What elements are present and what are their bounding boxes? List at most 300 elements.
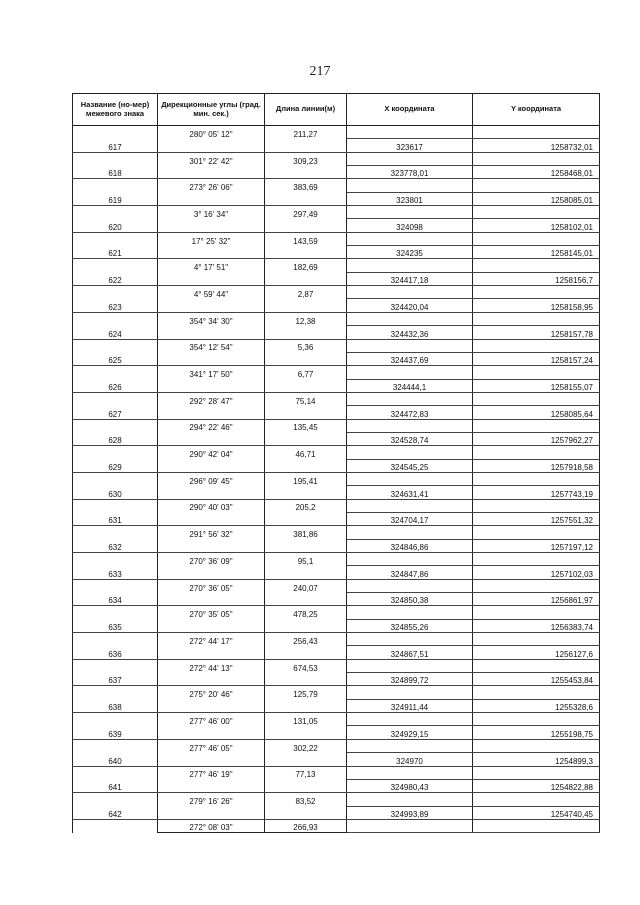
cell-x-coordinate: 323617 xyxy=(347,139,473,152)
empty-cell xyxy=(265,699,347,712)
empty-cell xyxy=(473,232,600,245)
empty-cell xyxy=(158,246,265,259)
table-row-segment xyxy=(73,659,600,672)
cell-point-name: 629 xyxy=(73,459,158,472)
cell-angle: 280° 05' 12" xyxy=(158,126,265,139)
empty-cell xyxy=(347,419,473,432)
cell-y-coordinate: 1256861,97 xyxy=(473,593,600,606)
cell-y-coordinate: 1258155,07 xyxy=(473,379,600,392)
cell-angle: 341° 17' 50" xyxy=(158,366,265,379)
cell-x-coordinate: 324545,25 xyxy=(347,459,473,472)
empty-cell xyxy=(265,299,347,312)
cell-length: 12,38 xyxy=(265,312,347,325)
cell-angle: 275° 20' 46" xyxy=(158,686,265,699)
empty-cell xyxy=(158,646,265,659)
table-row-point xyxy=(73,272,600,285)
table-row-segment xyxy=(73,686,600,699)
cell-x-coordinate: 324850,38 xyxy=(347,593,473,606)
table-row-segment xyxy=(73,259,600,272)
cell-point-name: 627 xyxy=(73,406,158,419)
cell-angle: 354° 34' 30" xyxy=(158,312,265,325)
cell-point-name: 635 xyxy=(73,619,158,632)
header-x-coordinate: X координата xyxy=(347,94,473,126)
empty-cell xyxy=(158,219,265,232)
empty-cell xyxy=(347,259,473,272)
cell-angle: 272° 44' 13" xyxy=(158,659,265,672)
cell-y-coordinate: 1257197,12 xyxy=(473,539,600,552)
cell-angle: 270° 36' 09" xyxy=(158,553,265,566)
empty-cell xyxy=(265,753,347,766)
cell-length: 478,25 xyxy=(265,606,347,619)
table-row-segment xyxy=(73,366,600,379)
cell-x-coordinate: 324528,74 xyxy=(347,432,473,445)
empty-cell xyxy=(73,446,158,459)
cell-length: 46,71 xyxy=(265,446,347,459)
cell-point-name: 640 xyxy=(73,753,158,766)
empty-cell xyxy=(73,713,158,726)
empty-cell xyxy=(158,673,265,686)
empty-cell xyxy=(265,379,347,392)
cell-x-coordinate: 324417,18 xyxy=(347,272,473,285)
cell-angle: 290° 40' 03" xyxy=(158,499,265,512)
empty-cell xyxy=(473,766,600,779)
empty-cell xyxy=(73,659,158,672)
cell-point-name: 633 xyxy=(73,566,158,579)
table-row-point xyxy=(73,673,600,686)
cell-y-coordinate: 1257551,32 xyxy=(473,512,600,525)
cell-length: 302,22 xyxy=(265,739,347,752)
empty-cell xyxy=(473,312,600,325)
cell-length: 674,53 xyxy=(265,659,347,672)
empty-cell xyxy=(473,472,600,485)
empty-cell xyxy=(347,579,473,592)
table-row-point xyxy=(73,406,600,419)
cell-y-coordinate: 1258085,01 xyxy=(473,192,600,205)
cell-point-name: 617 xyxy=(73,139,158,152)
empty-cell xyxy=(347,392,473,405)
cell-point-name: 623 xyxy=(73,299,158,312)
empty-cell xyxy=(73,419,158,432)
empty-cell xyxy=(73,232,158,245)
empty-cell xyxy=(265,566,347,579)
header-directional-angle: Дирекционные углы (град. мин. сек.) xyxy=(158,94,265,126)
empty-cell xyxy=(265,619,347,632)
cell-y-coordinate: 1254899,3 xyxy=(473,753,600,766)
empty-cell xyxy=(347,526,473,539)
cell-point-name: 638 xyxy=(73,699,158,712)
table-row-segment xyxy=(73,766,600,779)
empty-cell xyxy=(158,379,265,392)
empty-cell xyxy=(73,392,158,405)
cell-length: 143,59 xyxy=(265,232,347,245)
table-body xyxy=(73,126,600,833)
empty-cell xyxy=(347,206,473,219)
cell-x-coordinate: 324437,69 xyxy=(347,352,473,365)
cell-angle: 272° 08' 03" xyxy=(158,819,265,832)
empty-cell xyxy=(347,232,473,245)
table-row-segment xyxy=(73,499,600,512)
cell-point-name: 625 xyxy=(73,352,158,365)
cell-point-name: 637 xyxy=(73,673,158,686)
empty-cell xyxy=(347,713,473,726)
empty-cell xyxy=(73,553,158,566)
cell-angle: 277° 46' 05" xyxy=(158,739,265,752)
boundary-coordinates-table xyxy=(72,93,600,833)
cell-length: 131,05 xyxy=(265,713,347,726)
table-row-point xyxy=(73,753,600,766)
empty-cell xyxy=(158,486,265,499)
empty-cell xyxy=(265,593,347,606)
table-row-segment xyxy=(73,579,600,592)
empty-cell xyxy=(265,806,347,819)
empty-cell xyxy=(265,272,347,285)
empty-cell xyxy=(265,406,347,419)
empty-cell xyxy=(73,766,158,779)
empty-cell xyxy=(473,419,600,432)
empty-cell xyxy=(473,179,600,192)
empty-cell xyxy=(73,339,158,352)
empty-cell xyxy=(158,566,265,579)
cell-point-name: 641 xyxy=(73,779,158,792)
cell-angle: 3° 16' 34" xyxy=(158,206,265,219)
empty-cell xyxy=(73,499,158,512)
table-row-point xyxy=(73,379,600,392)
empty-cell xyxy=(265,486,347,499)
table-row-point xyxy=(73,619,600,632)
table-row-point xyxy=(73,646,600,659)
table-row-point xyxy=(73,459,600,472)
cell-x-coordinate: 324899,72 xyxy=(347,673,473,686)
empty-cell xyxy=(265,646,347,659)
empty-cell xyxy=(347,126,473,139)
empty-cell xyxy=(158,406,265,419)
cell-point-name: 621 xyxy=(73,246,158,259)
table-row-segment xyxy=(73,739,600,752)
header-point-name: Название (но-мер) межевого знака xyxy=(73,94,158,126)
table-row-point xyxy=(73,219,600,232)
empty-cell xyxy=(347,499,473,512)
cell-length: 211,27 xyxy=(265,126,347,139)
cell-x-coordinate: 323801 xyxy=(347,192,473,205)
cell-length: 75,14 xyxy=(265,392,347,405)
cell-y-coordinate: 1258085,64 xyxy=(473,406,600,419)
cell-angle: 301° 22' 42" xyxy=(158,152,265,165)
empty-cell xyxy=(265,326,347,339)
empty-cell xyxy=(265,539,347,552)
cell-x-coordinate: 324970 xyxy=(347,753,473,766)
empty-cell xyxy=(473,579,600,592)
empty-cell xyxy=(347,553,473,566)
empty-cell xyxy=(473,339,600,352)
empty-cell xyxy=(73,819,158,832)
cell-length: 297,49 xyxy=(265,206,347,219)
cell-length: 77,13 xyxy=(265,766,347,779)
cell-x-coordinate: 324855,26 xyxy=(347,619,473,632)
cell-y-coordinate: 1258102,01 xyxy=(473,219,600,232)
table-row-point xyxy=(73,539,600,552)
cell-length: 2,87 xyxy=(265,286,347,299)
cell-length: 182,69 xyxy=(265,259,347,272)
cell-y-coordinate: 1258157,78 xyxy=(473,326,600,339)
cell-length: 205,2 xyxy=(265,499,347,512)
cell-length: 5,36 xyxy=(265,339,347,352)
cell-length: 381,86 xyxy=(265,526,347,539)
empty-cell xyxy=(158,593,265,606)
empty-cell xyxy=(473,713,600,726)
empty-cell xyxy=(347,606,473,619)
empty-cell xyxy=(347,446,473,459)
empty-cell xyxy=(158,512,265,525)
empty-cell xyxy=(158,779,265,792)
cell-x-coordinate: 324867,51 xyxy=(347,646,473,659)
cell-x-coordinate: 324911,44 xyxy=(347,699,473,712)
table-row-first-segment xyxy=(73,126,600,139)
cell-length: 135,45 xyxy=(265,419,347,432)
empty-cell xyxy=(473,366,600,379)
cell-angle: 291° 56' 32" xyxy=(158,526,265,539)
header-line-length: Длина линии(м) xyxy=(265,94,347,126)
empty-cell xyxy=(473,819,600,832)
cell-point-name: 631 xyxy=(73,512,158,525)
cell-point-name: 639 xyxy=(73,726,158,739)
table-row-point xyxy=(73,593,600,606)
cell-angle: 279° 16' 26" xyxy=(158,793,265,806)
cell-angle: 354° 12' 54" xyxy=(158,339,265,352)
empty-cell xyxy=(73,526,158,539)
table-row-point xyxy=(73,326,600,339)
empty-cell xyxy=(473,152,600,165)
empty-cell xyxy=(73,312,158,325)
table-row-segment xyxy=(73,526,600,539)
cell-x-coordinate: 324631,41 xyxy=(347,486,473,499)
cell-x-coordinate: 324929,15 xyxy=(347,726,473,739)
empty-cell xyxy=(347,793,473,806)
cell-y-coordinate: 1257102,03 xyxy=(473,566,600,579)
cell-x-coordinate: 324847,86 xyxy=(347,566,473,579)
empty-cell xyxy=(265,219,347,232)
cell-point-name: 632 xyxy=(73,539,158,552)
cell-length: 83,52 xyxy=(265,793,347,806)
cell-y-coordinate: 1257962,27 xyxy=(473,432,600,445)
table-row-point xyxy=(73,432,600,445)
cell-angle: 296° 09' 45" xyxy=(158,472,265,485)
table-row-segment xyxy=(73,179,600,192)
cell-point-name: 618 xyxy=(73,166,158,179)
empty-cell xyxy=(158,619,265,632)
table-row-segment xyxy=(73,206,600,219)
empty-cell xyxy=(73,686,158,699)
empty-cell xyxy=(473,526,600,539)
cell-length: 309,23 xyxy=(265,152,347,165)
cell-point-name: 626 xyxy=(73,379,158,392)
cell-x-coordinate: 324098 xyxy=(347,219,473,232)
table-row-segment xyxy=(73,553,600,566)
cell-point-name: 642 xyxy=(73,806,158,819)
cell-x-coordinate: 324420,04 xyxy=(347,299,473,312)
header-y-coordinate: Y координата xyxy=(473,94,600,126)
cell-y-coordinate: 1255328,6 xyxy=(473,699,600,712)
empty-cell xyxy=(158,726,265,739)
cell-x-coordinate: 323778,01 xyxy=(347,166,473,179)
table-row-point xyxy=(73,139,600,152)
cell-y-coordinate: 1255198,75 xyxy=(473,726,600,739)
table-row-segment xyxy=(73,472,600,485)
cell-y-coordinate: 1258145,01 xyxy=(473,246,600,259)
empty-cell xyxy=(158,806,265,819)
cell-length: 256,43 xyxy=(265,633,347,646)
cell-length: 383,69 xyxy=(265,179,347,192)
cell-length: 6,77 xyxy=(265,366,347,379)
empty-cell xyxy=(73,739,158,752)
cell-angle: 17° 25' 32" xyxy=(158,232,265,245)
cell-x-coordinate: 324980,43 xyxy=(347,779,473,792)
empty-cell xyxy=(473,446,600,459)
empty-cell xyxy=(473,739,600,752)
cell-point-name: 619 xyxy=(73,192,158,205)
table-row-point xyxy=(73,566,600,579)
cell-point-name: 624 xyxy=(73,326,158,339)
table-row-segment xyxy=(73,713,600,726)
empty-cell xyxy=(265,352,347,365)
table-row-segment xyxy=(73,819,600,832)
empty-cell xyxy=(73,259,158,272)
empty-cell xyxy=(73,579,158,592)
empty-cell xyxy=(347,686,473,699)
table-row-point xyxy=(73,352,600,365)
empty-cell xyxy=(158,699,265,712)
empty-cell xyxy=(347,152,473,165)
cell-x-coordinate: 324472,83 xyxy=(347,406,473,419)
table-row-segment xyxy=(73,793,600,806)
cell-angle: 270° 35' 05" xyxy=(158,606,265,619)
cell-angle: 273° 26' 06" xyxy=(158,179,265,192)
cell-y-coordinate: 1256127,6 xyxy=(473,646,600,659)
empty-cell xyxy=(73,152,158,165)
table-row-point xyxy=(73,512,600,525)
empty-cell xyxy=(158,326,265,339)
empty-cell xyxy=(473,633,600,646)
empty-cell xyxy=(347,472,473,485)
empty-cell xyxy=(73,206,158,219)
empty-cell xyxy=(158,539,265,552)
cell-x-coordinate: 324432,36 xyxy=(347,326,473,339)
cell-y-coordinate: 1258468,01 xyxy=(473,166,600,179)
empty-cell xyxy=(73,793,158,806)
cell-x-coordinate: 324444,1 xyxy=(347,379,473,392)
empty-cell xyxy=(347,339,473,352)
table-row-segment xyxy=(73,232,600,245)
table-row-point xyxy=(73,486,600,499)
cell-y-coordinate: 1258157,24 xyxy=(473,352,600,365)
empty-cell xyxy=(73,179,158,192)
empty-cell xyxy=(347,179,473,192)
empty-cell xyxy=(158,432,265,445)
table-row-point xyxy=(73,192,600,205)
empty-cell xyxy=(347,633,473,646)
cell-x-coordinate: 324235 xyxy=(347,246,473,259)
cell-x-coordinate: 324846,86 xyxy=(347,539,473,552)
cell-point-name: 620 xyxy=(73,219,158,232)
cell-length: 195,41 xyxy=(265,472,347,485)
empty-cell xyxy=(347,819,473,832)
table-row-segment xyxy=(73,419,600,432)
page-number: 217 xyxy=(309,64,331,79)
empty-cell xyxy=(265,779,347,792)
cell-angle: 292° 28' 47" xyxy=(158,392,265,405)
empty-cell xyxy=(73,126,158,139)
table-row-segment xyxy=(73,286,600,299)
cell-angle: 4° 59' 44" xyxy=(158,286,265,299)
empty-cell xyxy=(473,793,600,806)
cell-y-coordinate: 1258732,01 xyxy=(473,139,600,152)
table-row-point xyxy=(73,699,600,712)
empty-cell xyxy=(347,659,473,672)
empty-cell xyxy=(73,366,158,379)
cell-y-coordinate: 1256383,74 xyxy=(473,619,600,632)
cell-angle: 294° 22' 46" xyxy=(158,419,265,432)
empty-cell xyxy=(473,259,600,272)
empty-cell xyxy=(473,126,600,139)
empty-cell xyxy=(158,753,265,766)
empty-cell xyxy=(265,192,347,205)
table-row-point xyxy=(73,806,600,819)
cell-point-name: 622 xyxy=(73,272,158,285)
empty-cell xyxy=(473,606,600,619)
empty-cell xyxy=(73,606,158,619)
cell-y-coordinate: 1258158,95 xyxy=(473,299,600,312)
empty-cell xyxy=(265,246,347,259)
empty-cell xyxy=(265,459,347,472)
table-row-point xyxy=(73,299,600,312)
empty-cell xyxy=(73,633,158,646)
cell-y-coordinate: 1254740,45 xyxy=(473,806,600,819)
cell-x-coordinate: 324704,17 xyxy=(347,512,473,525)
table-row-point xyxy=(73,779,600,792)
empty-cell xyxy=(347,312,473,325)
table-row-segment xyxy=(73,339,600,352)
empty-cell xyxy=(73,472,158,485)
cell-angle: 272° 44' 17" xyxy=(158,633,265,646)
cell-angle: 270° 36' 05" xyxy=(158,579,265,592)
empty-cell xyxy=(473,499,600,512)
table-row-point xyxy=(73,246,600,259)
empty-cell xyxy=(265,432,347,445)
empty-cell xyxy=(347,766,473,779)
empty-cell xyxy=(265,673,347,686)
cell-point-name: 636 xyxy=(73,646,158,659)
empty-cell xyxy=(265,166,347,179)
cell-y-coordinate: 1257918,58 xyxy=(473,459,600,472)
cell-point-name: 634 xyxy=(73,593,158,606)
empty-cell xyxy=(473,286,600,299)
table-row-segment xyxy=(73,392,600,405)
cell-length: 266,93 xyxy=(265,819,347,832)
empty-cell xyxy=(473,659,600,672)
table-row-point xyxy=(73,726,600,739)
empty-cell xyxy=(473,686,600,699)
cell-y-coordinate: 1255453,84 xyxy=(473,673,600,686)
cell-length: 125,79 xyxy=(265,686,347,699)
cell-angle: 277° 46' 19" xyxy=(158,766,265,779)
empty-cell xyxy=(265,139,347,152)
table-row-segment xyxy=(73,152,600,165)
empty-cell xyxy=(347,739,473,752)
cell-x-coordinate: 324993,89 xyxy=(347,806,473,819)
table-row-segment xyxy=(73,446,600,459)
table-row-segment xyxy=(73,312,600,325)
empty-cell xyxy=(265,512,347,525)
empty-cell xyxy=(158,459,265,472)
